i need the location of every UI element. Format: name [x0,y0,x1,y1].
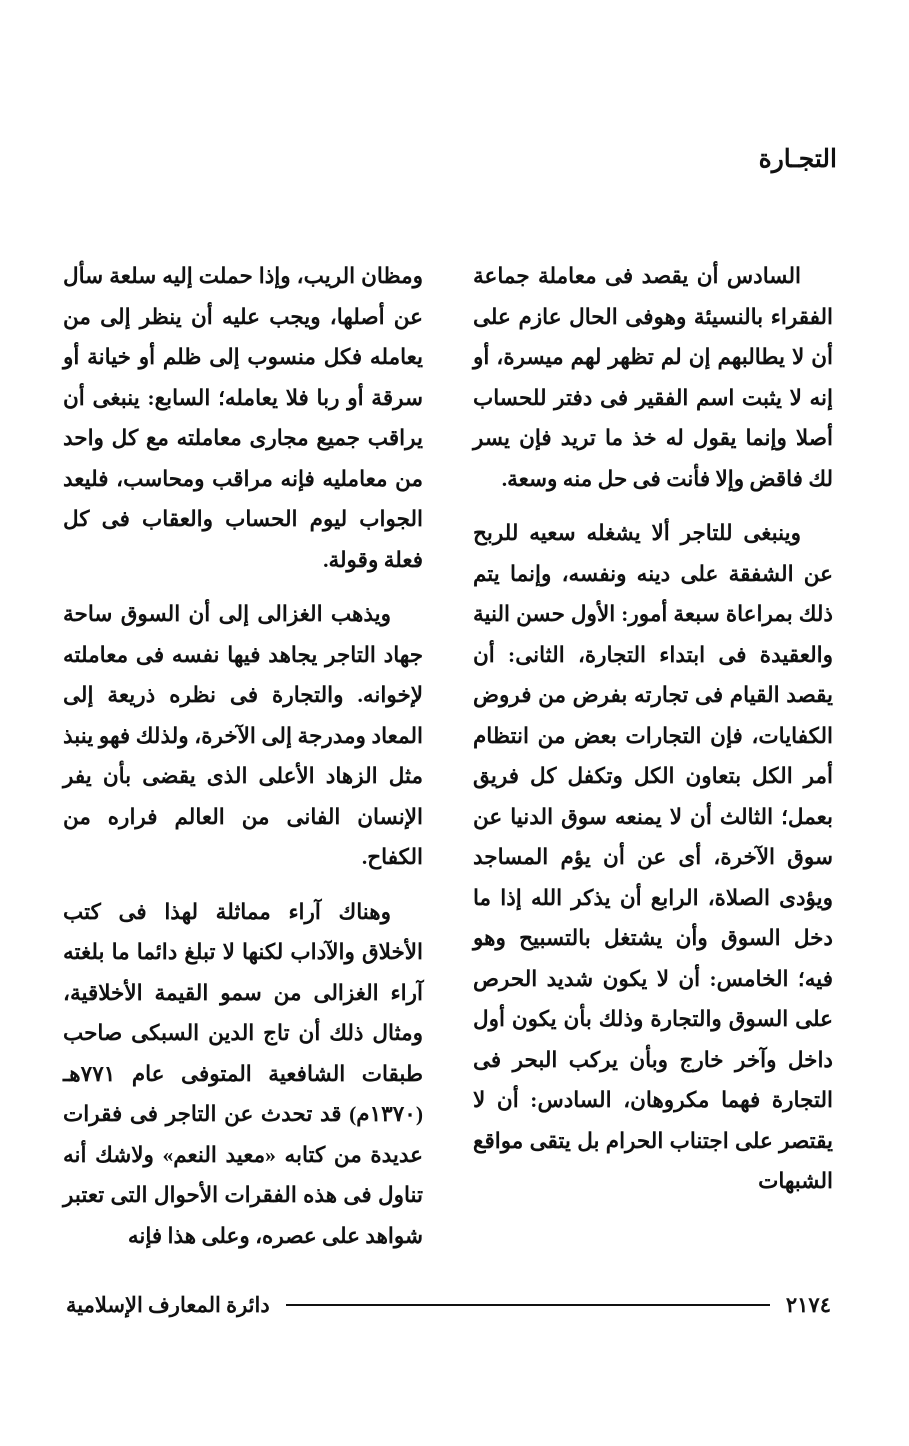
paragraph: وهناك آراء مماثلة لهذا فى كتب الأخلاق والآداب لكنها لا تبلغ دائما ما بلغته آراء الغزالى من سمو القيمة الأخلاقية، ومثال ذلك أن تاج الدين السبكى صاحب طبقات الشافعية المتوفى عام ٧٧١هـ (١٣٧٠م) قد تحدث عن التاجر فى فقرات عديدة من كتابه «معيد النعم» ولاشك أنه تناول فى هذه الفقرات الأحوال التى تعتبر شواهد على عصره، وعلى هذا فإنه [63,899,423,1248]
text-column-right [473,256,833,1216]
text-column-left [63,256,423,1270]
page-header [759,140,837,180]
page-number: ٢١٧٤ [785,1292,831,1317]
page-footer [66,1288,831,1322]
footer-rule [286,1304,770,1306]
paragraph: السادس أن يقصد فى معاملة جماعة الفقراء بالنسيئة وهوفى الحال عازم على أن لا يطالبهم إن لم تظهر لهم ميسرة، أو إنه لا يثبت اسم الفقير فى دفتر للحساب أصلا وإنما يقول له خذ ما تريد فإن يسر لك فاقض وإلا فأنت فى حل منه وسعة. [473,264,833,491]
paragraph: وينبغى للتاجر ألا يشغله سعيه للربح عن الشفقة على دينه ونفسه، وإنما يتم ذلك بمراعاة سبعة أمور: الأول حسن النية والعقيدة فى ابتداء التجارة، الثانى: أن يقصد القيام فى تجارته بفرض من فروض الكفايات، فإن التجارات بعض من انتظام أمر الكل بتعاون الكل وتكفل كل فريق بعمل؛ الثالث أن لا يمنعه سوق الدنيا عن سوق الآخرة، أى عن أن يؤم المساجد ويؤدى الصلاة، الرابع أن يذكر الله إذا ما دخل السوق وأن يشتغل بالتسبيح وهو فيه؛ الخامس: أن لا يكون شديد الحرص على السوق والتجارة وذلك بأن يكون أول داخل وآخر خارج وبأن يركب البحر فى التجارة فهما مكروهان، السادس: أن لا يقتصر على اجتناب الحرام بل يتقى مواقع الشبهات [473,521,833,1193]
running-title: التجـارة [758,146,837,173]
paragraph: ومظان الريب، وإذا حملت إليه سلعة سأل عن أصلها، ويجب عليه أن ينظر إلى من يعامله فكل منسوب إلى ظلم أو خيانة أو سرقة أو ربا فلا يعامله؛ السابع: ينبغى أن يراقب جميع مجارى معاملته مع كل واحد من معامليه فإنه مراقب ومحاسب، فليعد الجواب ليوم الحساب والعقاب فى كل فعلة وقولة. [63,264,423,572]
publication-title: دائرة المعارف الإسلامية [66,1292,270,1317]
paragraph: ويذهب الغزالى إلى أن السوق ساحة جهاد التاجر يجاهد فيها نفسه فى معاملته لإخوانه. والتجارة فى نظره ذريعة إلى المعاد ومدرجة إلى الآخرة، ولذلك فهو ينبذ مثل الزهاد الأعلى الذى يقضى بأن يفر الإنسان الفانى من العالم فراره من الكفاح. [63,602,423,869]
